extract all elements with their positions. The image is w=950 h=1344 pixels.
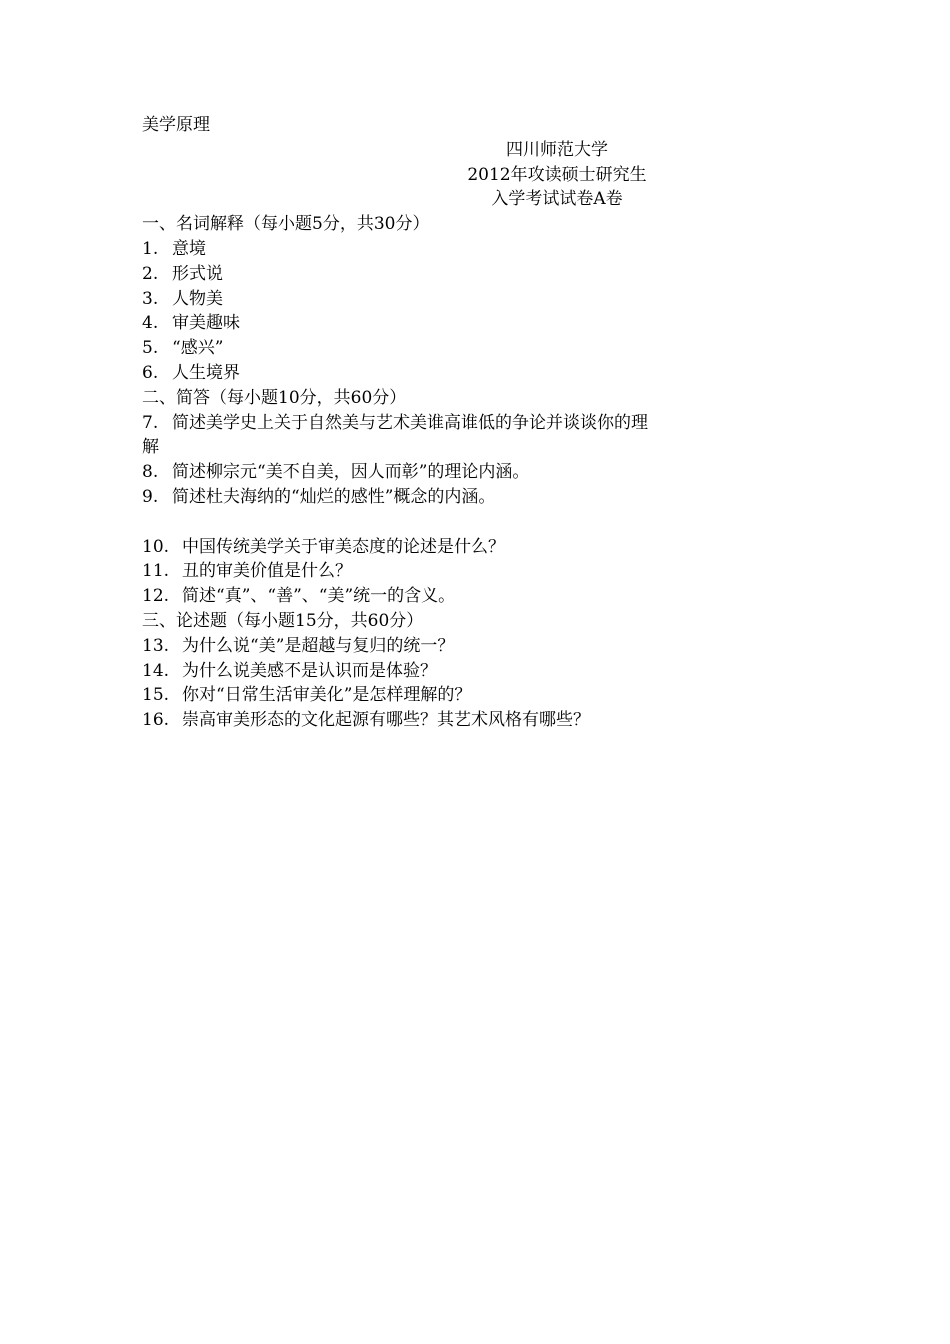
question-item	[142, 535, 762, 560]
question-number: 13.	[142, 635, 170, 656]
question-number: 12.	[142, 586, 170, 607]
question-number: 5.	[142, 338, 159, 359]
question-text: 为什么说美感不是认识而是体验？	[182, 660, 437, 681]
question-number: 14.	[142, 660, 170, 681]
question-text: 人生境界	[172, 362, 240, 383]
question-number: 1.	[142, 238, 159, 259]
question-text: “感兴”	[172, 338, 224, 359]
question-number: 7.	[142, 412, 159, 433]
question-text: 丑的审美价值是什么？	[182, 561, 352, 582]
question-item	[142, 584, 762, 609]
section-heading-3: 三、论述题（每小题15分，共60分）	[142, 610, 424, 631]
exam-year-line: 2012年攻读硕士研究生	[467, 164, 647, 185]
section-heading-2: 二、简答（每小题10分，共60分）	[142, 387, 407, 408]
question-item	[142, 411, 762, 436]
exam-content	[142, 113, 762, 733]
question-text: 崇高审美形态的文化起源有哪些？其艺术风格有哪些？	[182, 710, 590, 731]
question-item	[142, 287, 762, 312]
question-text: 为什么说“美”是超越与复归的统一？	[182, 635, 455, 656]
question-text: 简述柳宗元“美不自美，因人而彰”的理论内涵。	[172, 462, 530, 483]
question-text: 简述“真”、“善”、“美”统一的含义。	[182, 586, 456, 607]
question-item	[142, 311, 762, 336]
question-text: 意境	[172, 238, 206, 259]
question-item	[142, 262, 762, 287]
question-item	[142, 708, 762, 733]
question-item	[142, 485, 762, 510]
university-name: 四川师范大学	[506, 139, 608, 160]
exam-paper-line: 入学考试试卷A卷	[491, 189, 623, 210]
question-number: 9.	[142, 486, 159, 507]
question-item	[142, 237, 762, 262]
question-number: 3.	[142, 288, 159, 309]
question-text: 审美趣味	[172, 313, 240, 334]
question-number: 8.	[142, 462, 159, 483]
question-number: 2.	[142, 263, 159, 284]
blank-line	[142, 510, 762, 535]
question-item	[142, 683, 762, 708]
question-text: 中国传统美学关于审美态度的论述是什么？	[182, 536, 505, 557]
question-number: 15.	[142, 685, 170, 706]
question-text-continuation: 解	[142, 437, 159, 458]
section-heading-1: 一、名词解释（每小题5分，共30分）	[142, 214, 430, 235]
question-item	[142, 659, 762, 684]
question-text: 人物美	[172, 288, 223, 309]
question-item	[142, 361, 762, 386]
question-number: 4.	[142, 313, 159, 334]
question-number: 11.	[142, 561, 170, 582]
question-text: 形式说	[172, 263, 223, 284]
question-item	[142, 634, 762, 659]
question-item	[142, 559, 762, 584]
question-number: 16.	[142, 710, 170, 731]
question-item	[142, 460, 762, 485]
question-text: 简述杜夫海纳的“灿烂的感性”概念的内涵。	[172, 486, 496, 507]
question-item	[142, 336, 762, 361]
subject-title: 美学原理	[142, 115, 210, 135]
question-text: 你对“日常生活审美化”是怎样理解的？	[182, 685, 472, 706]
question-number: 6.	[142, 362, 159, 383]
question-number: 10.	[142, 536, 170, 557]
question-text: 简述美学史上关于自然美与艺术美谁高谁低的争论并谈谈你的理	[172, 412, 648, 433]
